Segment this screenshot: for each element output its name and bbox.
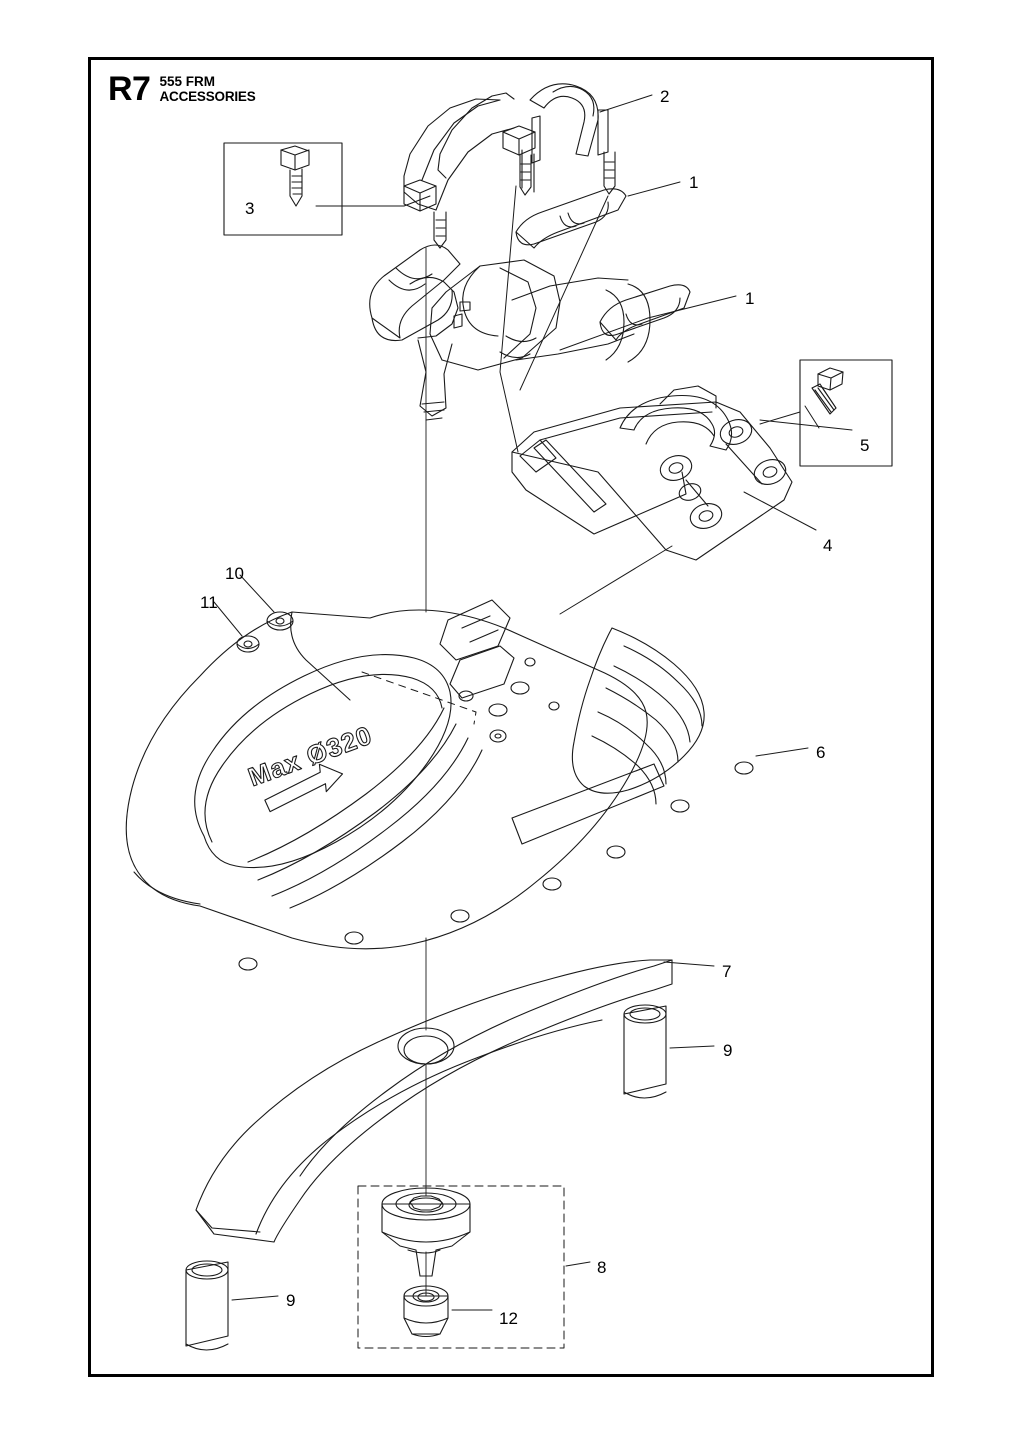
part-3-bolt-inset xyxy=(224,143,430,235)
part-4-bracket xyxy=(512,386,792,560)
part-11-washer xyxy=(237,636,259,652)
callout-leaders xyxy=(214,95,852,1310)
part-9-spacer-right xyxy=(624,1005,666,1098)
part-9-spacer-left xyxy=(186,1261,228,1350)
callout-5: 5 xyxy=(860,436,870,455)
callout-2: 2 xyxy=(660,87,670,106)
part-1-sleeve-lower xyxy=(600,285,690,340)
sheet-code: R7 xyxy=(108,70,151,108)
callout-1-lower: 1 xyxy=(745,289,755,308)
part-5-bolt-inset xyxy=(760,360,892,466)
callout-12: 12 xyxy=(499,1309,518,1328)
callout-10: 10 xyxy=(225,564,244,583)
guard-marking xyxy=(244,720,376,792)
callout-9-right: 9 xyxy=(723,1041,733,1060)
sheet-section: ACCESSORIES xyxy=(159,89,256,104)
svg-text:Max Ø320: Max Ø320 xyxy=(244,719,377,793)
part-6-guard xyxy=(126,600,753,970)
callout-4: 4 xyxy=(823,536,833,555)
callout-6: 6 xyxy=(816,743,826,762)
part-8-hub-inset xyxy=(358,1186,564,1348)
callout-7: 7 xyxy=(722,962,732,981)
callout-9-left: 9 xyxy=(286,1291,296,1310)
part-1-sleeve-upper xyxy=(516,189,626,248)
callout-3: 3 xyxy=(245,199,255,218)
sheet-model: 555 FRM xyxy=(159,74,215,89)
callout-8: 8 xyxy=(597,1258,607,1277)
callout-1-upper: 1 xyxy=(689,173,699,192)
callout-11: 11 xyxy=(200,593,218,612)
part-7-blade xyxy=(196,960,672,1242)
